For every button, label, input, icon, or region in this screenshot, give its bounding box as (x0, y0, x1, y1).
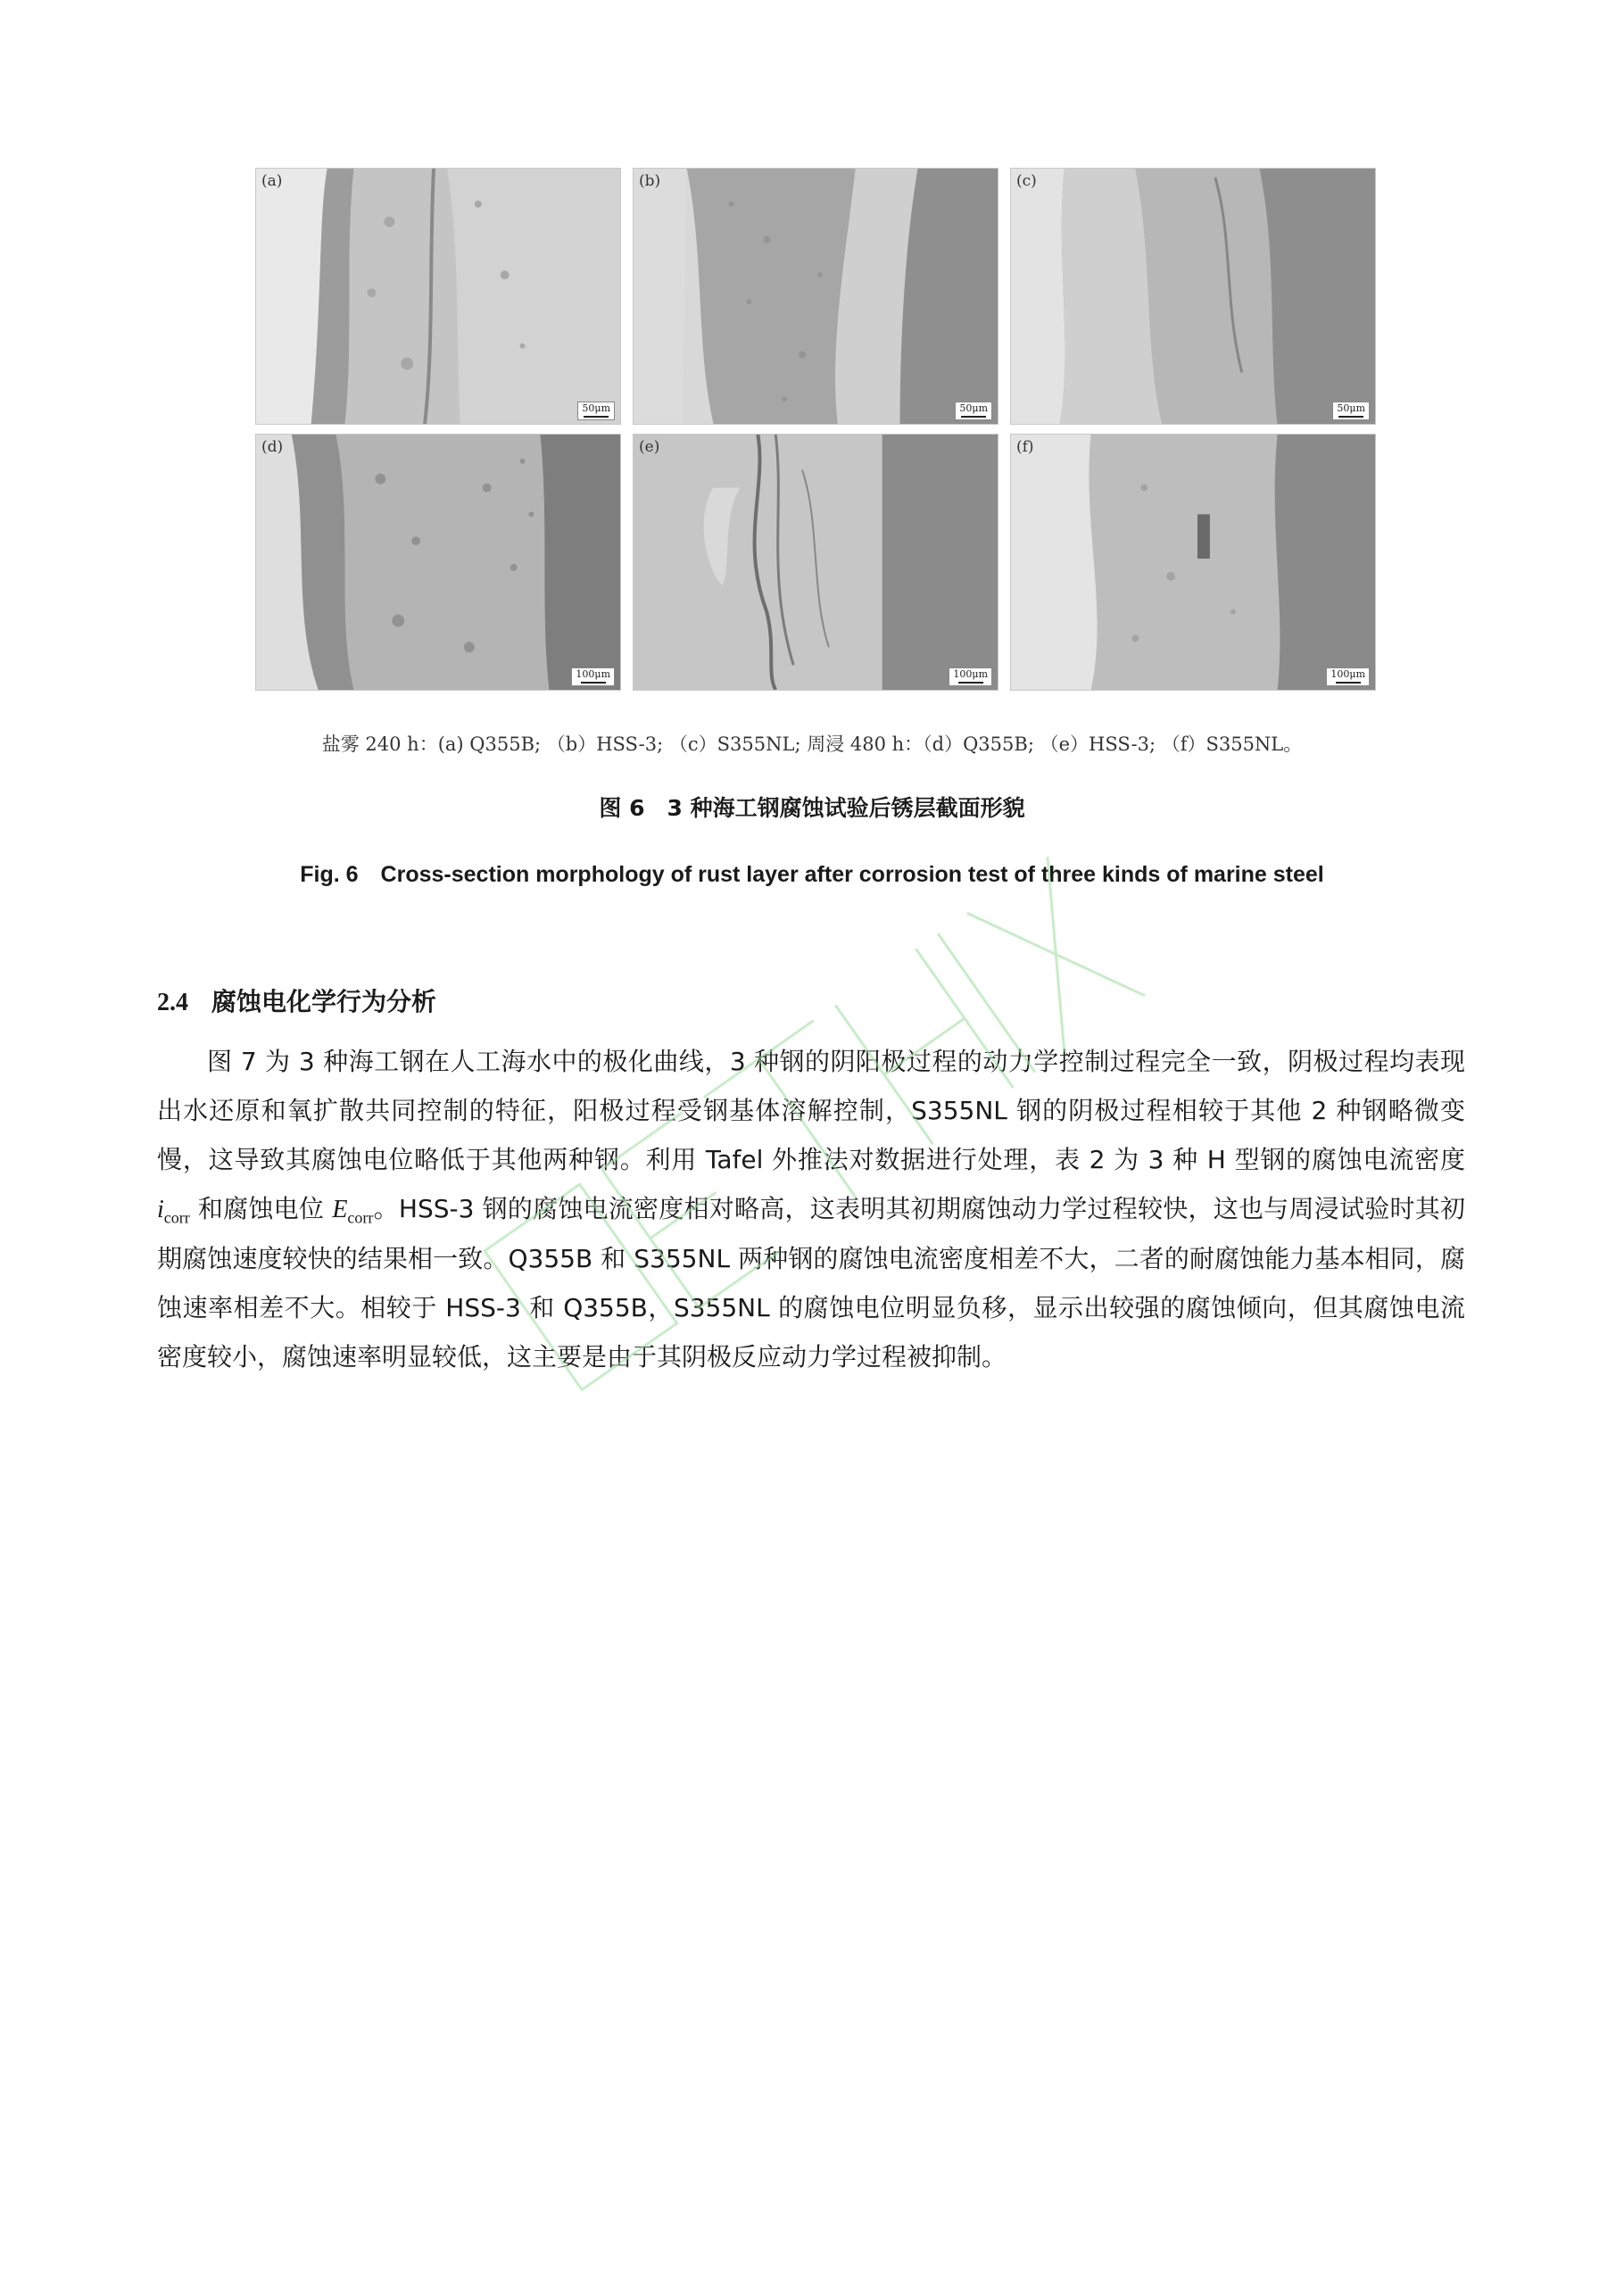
subscript-corr-e: corr (347, 1208, 374, 1227)
figure-caption: 盐雾 240 h：(a) Q355B; （b）HSS-3; （c）S355NL; 周浸 480 h：（d）Q355B; （e）HSS-3; （f）S355NL。 (321, 734, 1303, 755)
panel-label-e: (e) (639, 438, 660, 456)
micrograph-e-image (634, 435, 998, 690)
scale-bar-a-text: 50μm (582, 402, 610, 414)
panel-label-a: (a) (261, 172, 283, 190)
section-number: 2.4 (157, 989, 188, 1016)
panel-label-c: (c) (1016, 172, 1037, 190)
scale-bar-b (955, 402, 992, 420)
micrograph-a (255, 168, 621, 425)
panel-label-d: (d) (261, 438, 284, 456)
micrograph-d (255, 434, 621, 691)
micrograph-b (633, 168, 998, 425)
paragraph-part-3: 。HSS-3 钢的腐蚀电流密度相对略高，这表明其初期腐蚀动力学过程较快，这也与周浸试验时其初期腐蚀速度较快的结果相一致。Q355B 和 S355NL 两种钢的腐蚀电流密度相差不大，二者的耐腐蚀能力基本相同，腐蚀速率相差不大。相较于 HSS-3 和 Q355B，S355NL 的腐蚀电位明显负移，显示出较强的腐蚀倾向，但其腐蚀电流密度较小，腐蚀速率明显较低，这主要是由于其阴极反应动力学过程被抑制。 (157, 1194, 1465, 1372)
scale-bar-f-text: 100μm (1330, 668, 1365, 680)
scale-bar-e (949, 667, 992, 686)
scale-bar-d (571, 667, 615, 686)
panel-label-f: (f) (1016, 438, 1034, 456)
panel-label-b: (b) (639, 172, 661, 190)
scale-bar-a (577, 402, 615, 420)
symbol-e: E (332, 1196, 348, 1223)
section-heading (157, 982, 436, 1018)
scale-bar-f (1326, 667, 1370, 686)
micrograph-b-image (634, 169, 998, 424)
paragraph-part-1: 图 7 为 3 种海工钢在人工海水中的极化曲线，3 种钢的阴阳极过程的动力学控制过程完全一致，阴极过程均表现出水还原和氧扩散共同控制的特征，阳极过程受钢基体溶解控制，S355NL 钢的阴极过程相较于其他 2 种钢略微变慢，这导致其腐蚀电位略低于其他两种钢。利用 Tafel 外推法对数据进行处理，表 2 为 3 种 H 型钢的腐蚀电流密度 (157, 1047, 1465, 1174)
subscript-corr-i: corr (163, 1208, 190, 1227)
scale-bar-e-text: 100μm (953, 668, 988, 680)
micrograph-c-image (1011, 169, 1375, 424)
scale-bar-b-text: 50μm (959, 402, 988, 414)
micrograph-c (1010, 168, 1376, 425)
micrograph-e (633, 434, 998, 691)
scale-bar-c (1332, 402, 1370, 420)
section-title: 腐蚀电化学行为分析 (211, 987, 437, 1016)
figure-6-grid (255, 168, 1376, 691)
figure-title-en: Fig. 6 Cross-section morphology of rust layer after corrosion test of three kinds of marine steel (300, 862, 1324, 887)
paragraph-part-2: 和腐蚀电位 (189, 1194, 333, 1223)
micrograph-f (1010, 434, 1376, 691)
micrograph-f-image (1011, 435, 1375, 690)
micrograph-a-image (256, 169, 620, 424)
figure-title-cn: 图 6 3 种海工钢腐蚀试验后锈层截面形貌 (599, 795, 1025, 821)
symbol-i: i (157, 1196, 164, 1223)
scale-bar-c-text: 50μm (1337, 402, 1365, 414)
scale-bar-d-text: 100μm (576, 668, 610, 680)
body-paragraph (157, 1037, 1465, 1381)
micrograph-d-image (256, 435, 620, 690)
